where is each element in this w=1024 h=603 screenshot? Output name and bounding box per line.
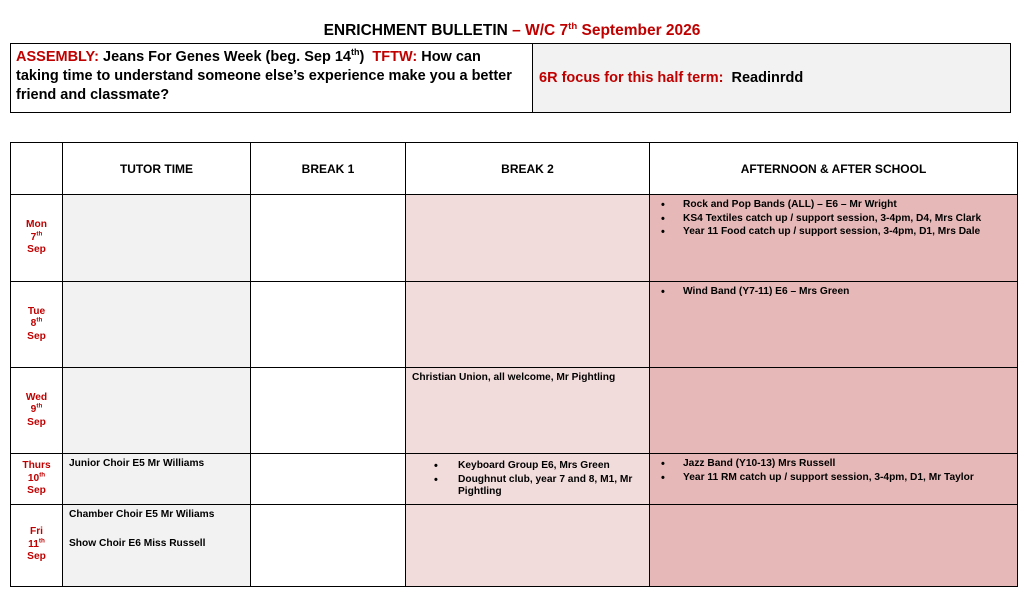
activity-item: Show Choir E6 Miss Russell xyxy=(69,538,206,549)
activity-list xyxy=(656,199,1011,239)
day-date xyxy=(11,318,62,331)
list-item: • Doughnut club, year 7 and 8, M1, Mr Pightling xyxy=(458,474,643,499)
day-name: Wed xyxy=(25,391,48,403)
break-1-cell xyxy=(251,454,406,505)
activity-list xyxy=(656,458,1011,484)
enrichment-timetable xyxy=(10,142,1018,587)
activity-item: Junior Choir E5 Mr Williams xyxy=(69,458,205,469)
activity-list xyxy=(656,286,1011,299)
tutor-time-cell xyxy=(63,368,251,454)
day-number: 9 xyxy=(30,404,37,416)
day-number: 10 xyxy=(27,472,40,484)
list-item: • Year 11 RM catch up / support session, 3-4pm, D1, Mr Taylor xyxy=(683,472,1011,485)
column-header-tutor-time: TUTOR TIME xyxy=(63,143,251,195)
break-1-cell xyxy=(251,195,406,282)
day-number: 7 xyxy=(30,231,37,243)
day-month: Sep xyxy=(27,330,46,342)
break-2-cell xyxy=(406,368,650,454)
afternoon-cell xyxy=(650,368,1018,454)
table-row xyxy=(11,454,1018,505)
title-week: W/C 7th September 2026 xyxy=(525,20,701,39)
break-1-cell xyxy=(251,368,406,454)
activity-list xyxy=(412,460,643,499)
day-month: Sep xyxy=(27,244,46,256)
tutor-time-cell xyxy=(63,454,251,505)
tutor-time-cell xyxy=(63,195,251,282)
day-number: 8 xyxy=(30,318,37,330)
list-item: • Jazz Band (Y10-13) Mrs Russell xyxy=(683,458,1011,471)
day-date xyxy=(11,404,62,417)
header-info-box xyxy=(10,43,1011,113)
column-header-break-1: BREAK 1 xyxy=(251,143,406,195)
day-date xyxy=(11,473,62,486)
day-month: Sep xyxy=(27,551,46,563)
table-row xyxy=(11,368,1018,454)
day-number: 11 xyxy=(28,538,39,550)
focus-cell xyxy=(533,44,1010,112)
day-cell xyxy=(11,282,63,368)
break-2-cell xyxy=(406,504,650,586)
list-item: • Wind Band (Y7-11) E6 – Mrs Green xyxy=(683,286,1011,299)
focus-value: Readinrdd xyxy=(731,70,804,86)
day-cell xyxy=(11,504,63,586)
day-name: Mon xyxy=(26,219,47,231)
bulletin-title xyxy=(0,22,1024,40)
afternoon-cell xyxy=(650,195,1018,282)
day-suffix: th xyxy=(36,316,43,324)
day-suffix: th xyxy=(38,537,45,545)
tftw-text: How can taking time to understand someone else’s experience make you a better friend and classmate? xyxy=(16,49,512,103)
list-item: • KS4 Textiles catch up / support session, 3-4pm, D4, Mrs Clark xyxy=(683,213,1011,226)
day-suffix: th xyxy=(39,471,46,479)
list-item: • Keyboard Group E6, Mrs Green xyxy=(458,460,643,473)
column-header-break-2: BREAK 2 xyxy=(406,143,650,195)
day-suffix: th xyxy=(36,402,43,410)
assembly-cell xyxy=(11,44,533,112)
assembly-label: ASSEMBLY: xyxy=(16,49,99,65)
list-item: • Year 11 Food catch up / support session, 3-4pm, D1, Mrs Dale xyxy=(683,226,1011,239)
focus-label: 6R focus for this half term: xyxy=(539,70,724,86)
break-2-cell xyxy=(406,195,650,282)
tutor-time-cell xyxy=(63,504,251,586)
title-dash: – xyxy=(507,22,526,39)
day-suffix: th xyxy=(36,230,43,238)
day-name: Tue xyxy=(27,305,46,317)
activity-item: Chamber Choir E5 Mr Wiliams xyxy=(69,508,215,520)
assembly-text: Jeans For Genes Week (beg. Sep 14th) xyxy=(99,47,365,65)
tutor-time-cell xyxy=(63,282,251,368)
tftw-label: TFTW: xyxy=(372,49,418,65)
day-month: Sep xyxy=(27,485,46,496)
break-2-cell xyxy=(406,454,650,505)
column-header-afternoon: AFTERNOON & AFTER SCHOOL xyxy=(650,143,1018,195)
table-row xyxy=(11,282,1018,368)
list-item: • Rock and Pop Bands (ALL) – E6 – Mr Wright xyxy=(683,199,1011,212)
day-cell xyxy=(11,454,63,505)
table-row xyxy=(11,504,1018,586)
day-month: Sep xyxy=(27,416,46,428)
activity-item: Christian Union, all welcome, Mr Pightling xyxy=(412,372,616,383)
afternoon-cell xyxy=(650,282,1018,368)
break-1-cell xyxy=(251,504,406,586)
afternoon-cell xyxy=(650,454,1018,505)
break-2-cell xyxy=(406,282,650,368)
day-name: Fri xyxy=(29,526,44,538)
day-cell xyxy=(11,368,63,454)
title-main: ENRICHMENT BULLETIN xyxy=(323,22,508,39)
table-row xyxy=(11,195,1018,282)
day-cell xyxy=(11,195,63,282)
column-header-day xyxy=(11,143,63,195)
day-date xyxy=(11,232,62,245)
header-row xyxy=(11,143,1018,195)
afternoon-cell xyxy=(650,504,1018,586)
day-date xyxy=(11,539,62,552)
break-1-cell xyxy=(251,282,406,368)
day-name: Thurs xyxy=(22,460,51,471)
